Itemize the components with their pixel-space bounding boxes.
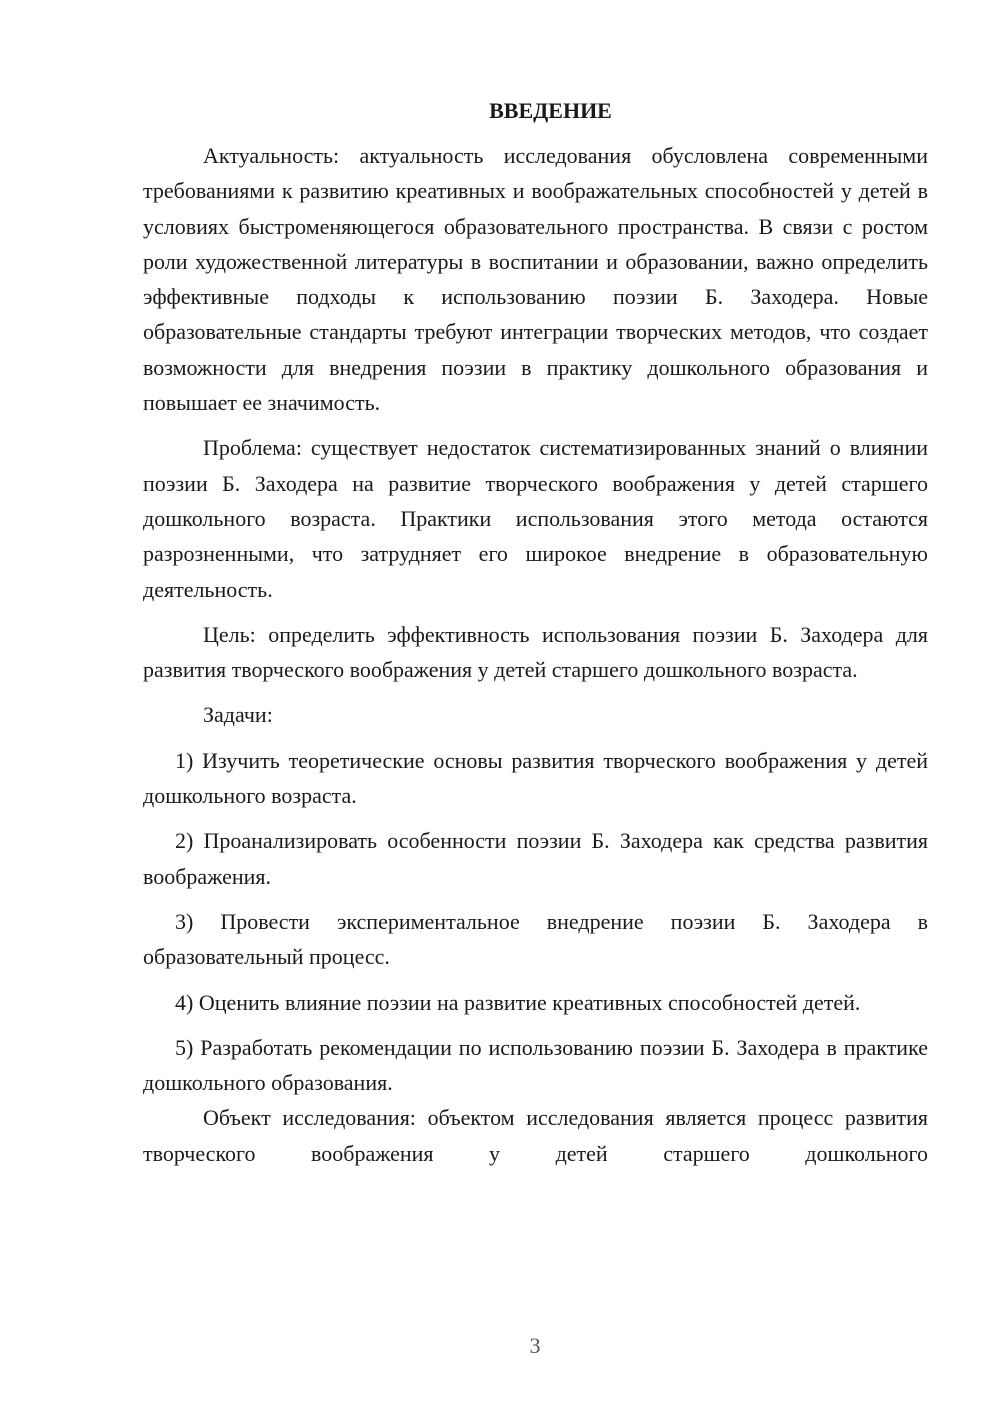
tasks-label: Задачи: (203, 702, 273, 728)
object-paragraph: Объект исследования: объектом исследования является процесс развития творческого воображения у детей старшего дошкольного (143, 1105, 928, 1166)
page-number: 3 (529, 1333, 541, 1358)
section-heading: ВВЕДЕНИЕ (489, 98, 612, 123)
problem-paragraph: Проблема: существует недостаток систематизированных знаний о влиянии поэзии Б. Заходера на развитие творческого воображения у детей старшего дошкольного возраста. Практики использования этого метода остаются разрозненными, что затрудняет его широкое внедрение в образовательную деятельность. (143, 435, 928, 602)
document-page (143, 94, 928, 1171)
task-item-4: 4) Оценить влияние поэзии на развитие креативных способностей детей. (175, 989, 861, 1015)
relevance-paragraph: Актуальность: актуальность исследования обусловлена современными требованиями к развитию креативных и воображательных способностей у детей в условиях быстроменяющегося образовательного пространства. В связи с ростом роли художественной литературы в воспитании и образовании, важно определить эффективные подходы к использованию поэзии Б. Заходера. Новые образовательные стандарты требуют интеграции творческих методов, что создает возможности для внедрения поэзии в практику дошкольного образования и повышает ее значимость. (143, 143, 928, 416)
task-item-1: 1) Изучить теоретические основы развития творческого воображения у детей дошкольного возраста. (143, 747, 928, 809)
task-item-5: 5) Разработать рекомендации по использованию поэзии Б. Заходера в практике дошкольного образования. (143, 1034, 928, 1096)
task-item-2: 2) Проанализировать особенности поэзии Б. Заходера как средства развития воображения. (143, 828, 928, 889)
task-item-3: 3) Провести экспериментальное внедрение поэзии Б. Заходера в образовательный процесс. (143, 908, 928, 970)
goal-paragraph: Цель: определить эффективность использования поэзии Б. Заходера для развития творческого воображения у детей старшего дошкольного возраста. (143, 621, 928, 683)
